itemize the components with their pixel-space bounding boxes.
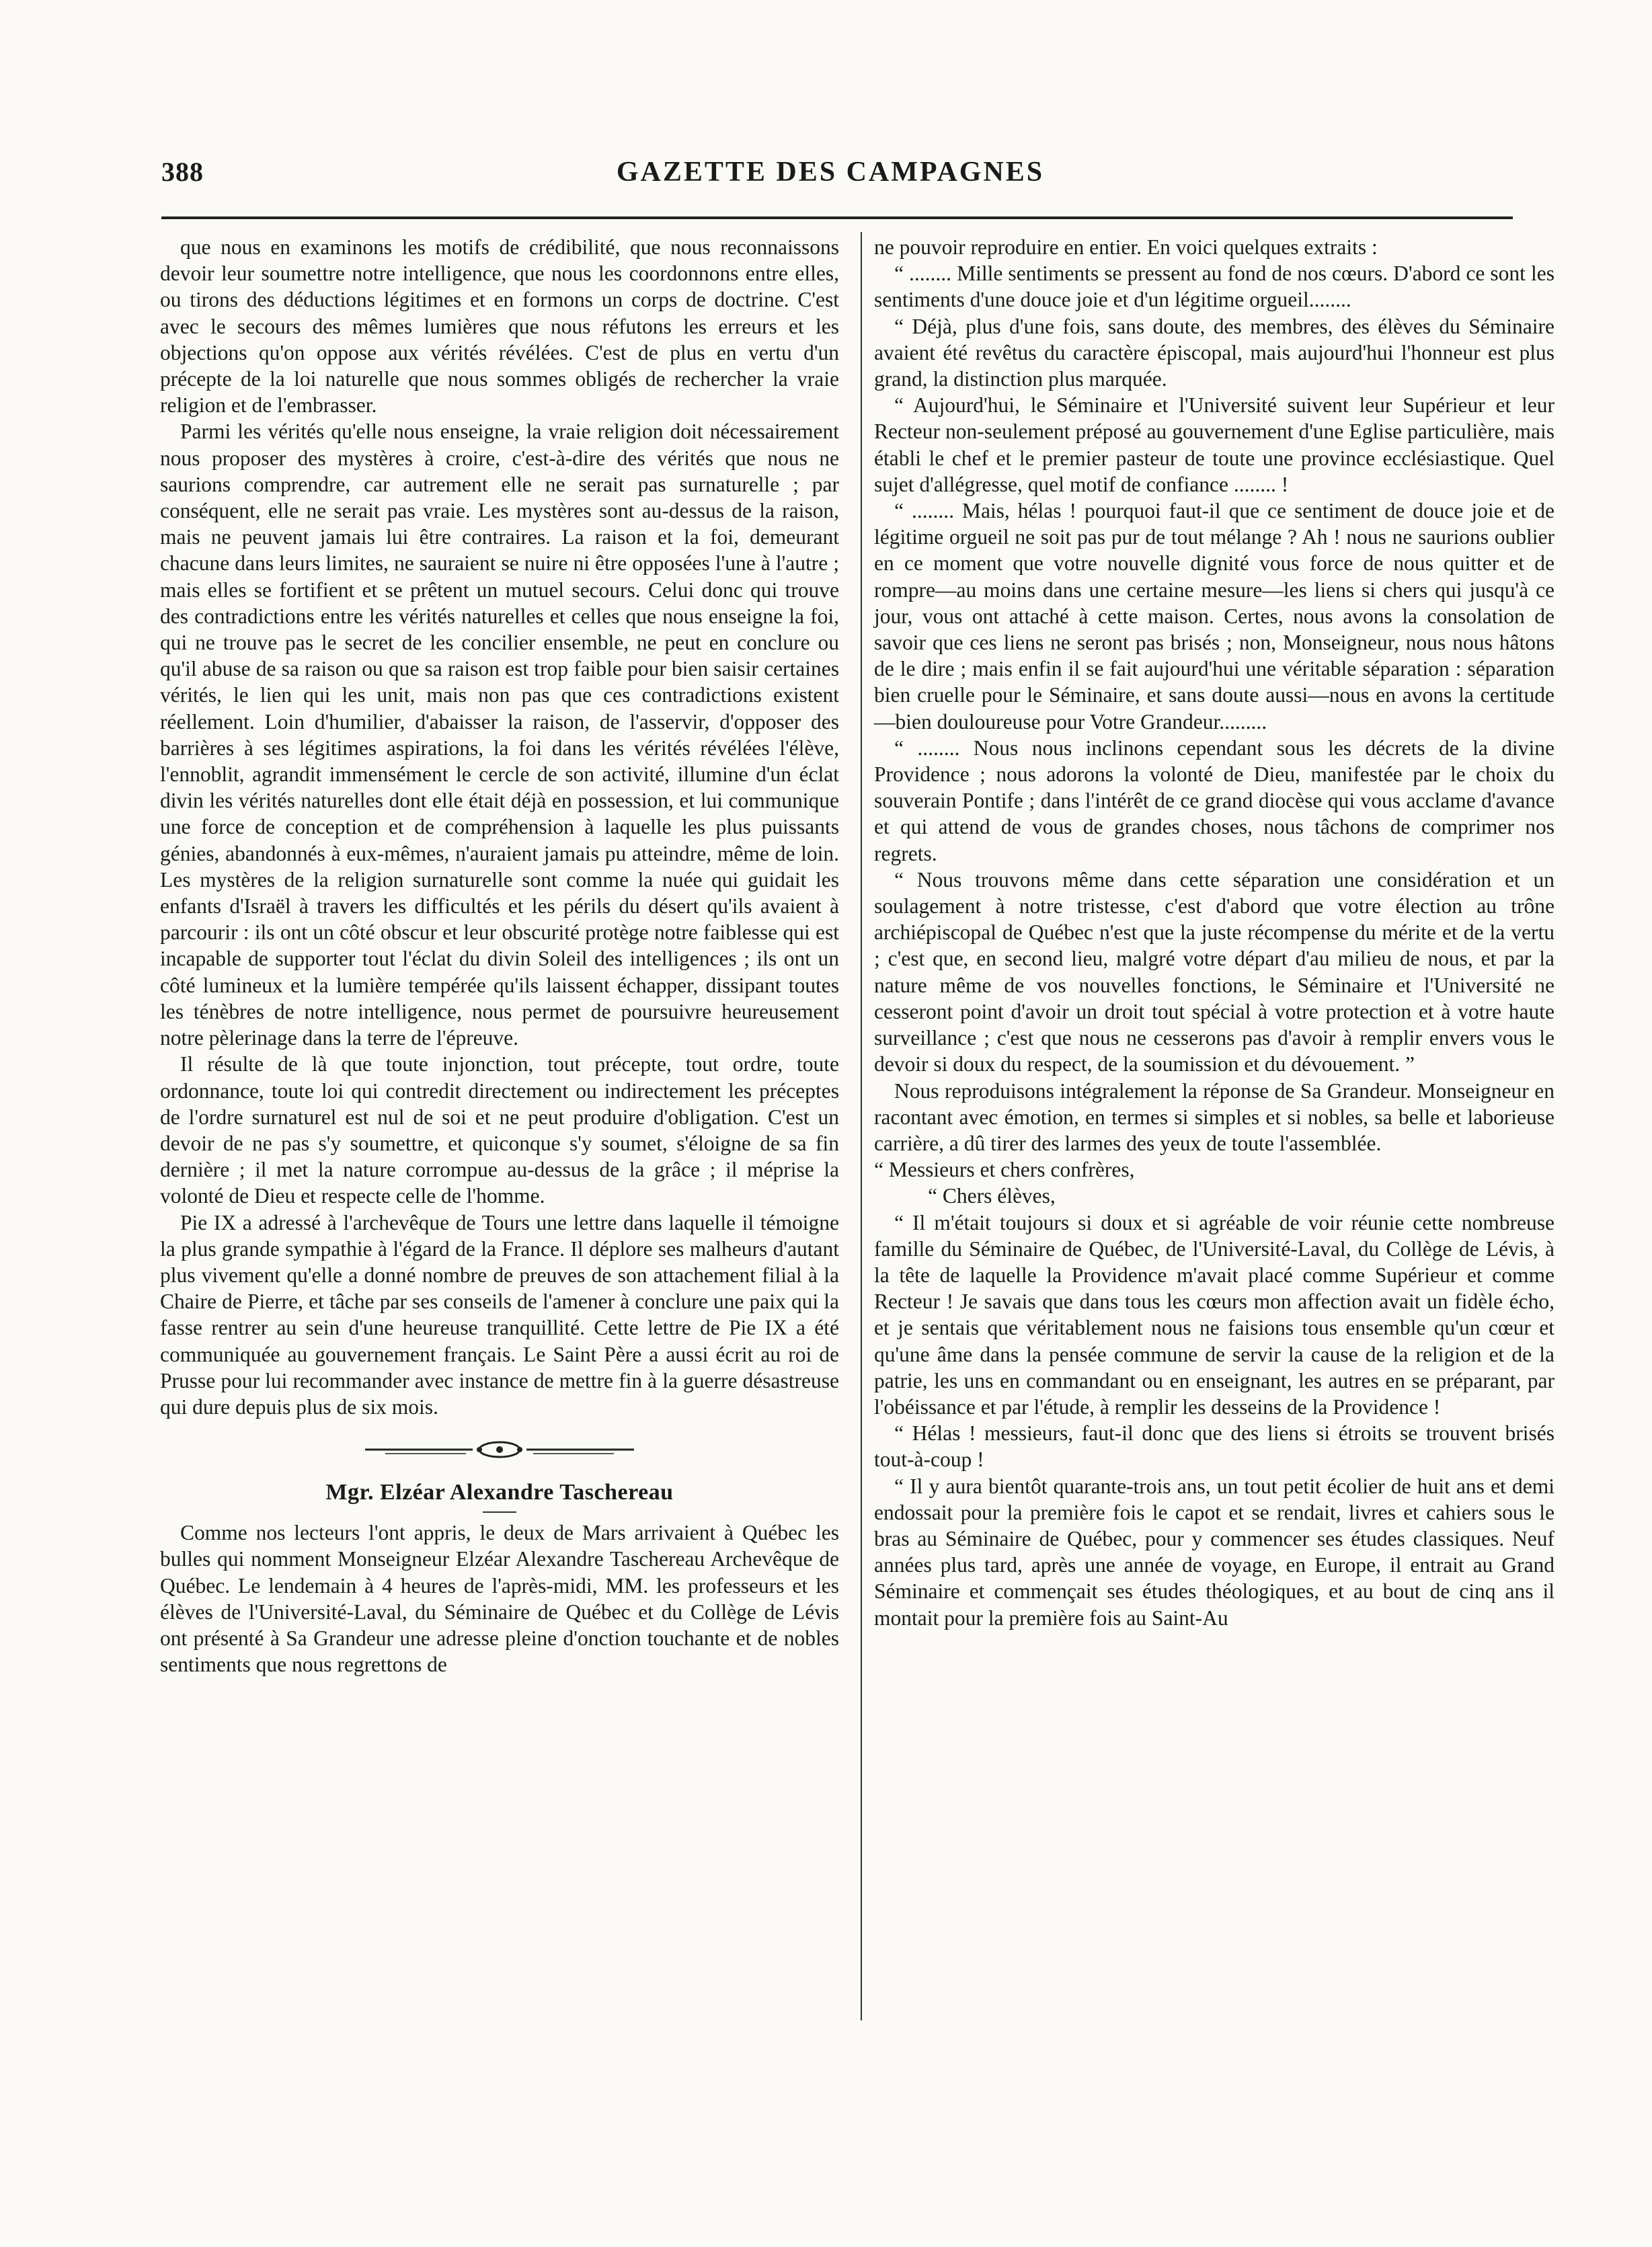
page-header bbox=[161, 156, 1499, 196]
paragraph: “ Hélas ! messieurs, faut-il donc que des liens si étroits se trouvent brisés tout-à-coup ! bbox=[874, 1421, 1555, 1472]
heading-rule bbox=[483, 1511, 516, 1513]
paragraph: ne pouvoir reproduire en entier. En voici quelques extraits : bbox=[874, 235, 1378, 259]
paragraph: “ Il y aura bientôt quarante-trois ans, un tout petit écolier de huit ans et demi endossait pour la première fois le capot et se rendait, livres et cahiers sous le bras au Séminaire de Québec, pour y commencer ses études classiques. Neuf années plus tard, après une année de voyage, en Europe, il entrait au Grand Séminaire et commençait ses études théologiques, et au bout de cinq ans il montait pour la première fois au Saint-Au bbox=[874, 1474, 1555, 1630]
right-paragraphs bbox=[874, 234, 1555, 1631]
paragraph: “ ........ Nous nous inclinons cependant sous les décrets de la divine Providence ; nous adorons la volonté de Dieu, manifestée par le choix du souverain Pontife ; dans l'intérêt de ce grand diocèse qui vous acclame d'avance et qui attend de vous de grandes choses, nous tâchons de comprimer nos regrets. bbox=[874, 736, 1555, 865]
paragraph: “ Messieurs et chers confrères, bbox=[874, 1158, 1135, 1182]
paragraph: “ Déjà, plus d'une fois, sans doute, des membres, des élèves du Séminaire avaient été revêtus du caractère épiscopal, mais aujourd'hui l'honneur est plus grand, la distinction plus marquée. bbox=[874, 314, 1555, 391]
right-column bbox=[874, 234, 1555, 1631]
paragraph: “ ........ Mille sentiments se pressent au fond de nos cœurs. D'abord ce sont les sentiments d'une douce joie et d'un légitime orgueil........ bbox=[874, 262, 1555, 312]
section-heading: Mgr. Elzéar Alexandre Taschereau bbox=[325, 1480, 674, 1505]
left-column bbox=[160, 234, 839, 1678]
ornament-graphic bbox=[358, 1436, 641, 1463]
left-paragraphs-after bbox=[160, 1520, 839, 1678]
header-rule bbox=[161, 216, 1513, 219]
paragraph: Comme nos lecteurs l'ont appris, le deux de Mars arrivaient à Québec les bulles qui nomment Monseigneur Elzéar Alexandre Taschereau Archevêque de Québec. Le lendemain à 4 heures de l'après-midi, MM. les professeurs et les élèves de l'Université-Laval, du Séminaire de Québec et du Collège de Lévis ont présenté à Sa Grandeur une adresse pleine d'onction touchante et de nobles sentiments que nous regrettons de bbox=[160, 1521, 839, 1677]
paragraph: “ Nous trouvons même dans cette séparation une considération et un soulagement à notre tristesse, c'est d'abord que votre élection au trône archiépiscopal de Québec n'est que la juste récompense du mérite et de la vertu ; c'est que, en second lieu, malgré votre départ d'au milieu de nous, et par la nature même de vos nouvelles fonctions, le Séminaire et l'Université ne cesseront point d'avoir un droit tout spécial à votre protection et à votre haute surveillance ; c'est que nous ne cesserons pas d'avoir à remplir envers vous le devoir si doux du respect, de la soumission et du dévouement. ” bbox=[874, 867, 1555, 1076]
paragraph: Nous reproduisons intégralement la réponse de Sa Grandeur. Monseigneur en racontant avec émotion, en termes si simples et si nobles, sa belle et laborieuse carrière, a dû tirer des larmes des yeux de toute l'assemblée. bbox=[874, 1078, 1555, 1155]
column-divider bbox=[861, 232, 862, 2020]
paragraph: que nous en examinons les motifs de crédibilité, que nous reconnaissons devoir leur soumettre notre intelligence, que nous les coordonnons entre elles, ou tirons des déductions légitimes et en formons un corps de doctrine. C'est avec le secours des mêmes lumières que nous réfutons les erreurs et les objections qu'on oppose aux vérités révélées. C'est de plus en vertu d'un précepte de la loi naturelle que nous sommes obligés de rechercher la vraie religion et de l'embrasser. bbox=[160, 235, 839, 418]
decorative-divider-ornament bbox=[358, 1436, 641, 1463]
paragraph: Il résulte de là que toute injonction, tout précepte, tout ordre, toute ordonnance, toute loi qui contredit directement ou indirectement les préceptes de l'ordre surnaturel est nul de soi et ne peut produire d'obligation. C'est un devoir de ne pas s'y soumettre, et quiconque s'y soumet, s'éloigne de sa fin dernière ; il met la nature corrompue au-dessus de la grâce ; il méprise la volonté de Dieu et respecte celle de l'homme. bbox=[160, 1052, 839, 1208]
paragraph: “ Il m'était toujours si doux et si agréable de voir réunie cette nombreuse famille du Séminaire de Québec, de l'Université-Laval, du Collège de Lévis, à la tête de laquelle la Providence m'avait placé comme Supérieur et comme Recteur ! Je savais que dans tous les cœurs mon affection avait un fidèle écho, et je sentais que véritablement nous ne faisions tous ensemble qu'un cœur et qu'une âme dans la pensée commune de servir la cause de la religion et de la patrie, les uns en commandant ou en enseignant, les autres en se préparant, par l'obéissance et par l'étude, à remplir les desseins de la Providence ! bbox=[874, 1210, 1555, 1419]
page-number: 388 bbox=[161, 157, 204, 187]
paragraph: “ ........ Mais, hélas ! pourquoi faut-il que ce sentiment de douce joie et de légitime orgueil ne soit pas pur de tout mélange ? Ah ! nous ne saurions oublier en ce moment que votre nouvelle dignité vous force de nous quitter et de rompre—au moins dans une certaine mesure—les liens si chers qui jusqu'à ce jour, vous ont attaché à cette maison. Certes, nous avons la consolation de savoir que ces liens ne seront pas brisés ; non, Monseigneur, nous nous hâtons de le dire ; mais enfin il se fait aujourd'hui une véritable séparation : séparation bien cruelle pour le Séminaire, et sans doute aussi—nous en avons la certitude—bien douloureuse pour Votre Grandeur......... bbox=[874, 499, 1555, 734]
paragraph: “ Chers élèves, bbox=[928, 1184, 1056, 1208]
paragraph: “ Aujourd'hui, le Séminaire et l'Université suivent leur Supérieur et leur Recteur non-seulement préposé au gouvernement d'une Eglise particulière, mais établi le chef et le premier pasteur de toute une province ecclésiastique. Quel sujet d'allégresse, quel motif de confiance ........ ! bbox=[874, 393, 1555, 496]
left-paragraphs-before bbox=[160, 234, 839, 1420]
running-title: GAZETTE DES CAMPAGNES bbox=[616, 157, 1045, 188]
paragraph: Pie IX a adressé à l'archevêque de Tours une lettre dans laquelle il témoigne la plus grande sympathie à l'égard de la France. Il déplore ses malheurs d'autant plus vivement qu'elle a donné nombre de preuves de son attachement filial à la Chaire de Pierre, et tâche par ses conseils de l'amener à conclure une paix qui la fasse rentrer au sein d'une heureuse tranquillité. Cette lettre de Pie IX a été communiquée au gouvernement français. Le Saint Père a aussi écrit au roi de Prusse pour lui recommander avec instance de mettre fin à la guerre désastreuse qui dure depuis plus de six mois. bbox=[160, 1210, 839, 1419]
paragraph: Parmi les vérités qu'elle nous enseigne, la vraie religion doit nécessairement nous proposer des mystères à croire, c'est-à-dire des vérités que nous ne saurions comprendre, car autrement elle ne serait pas surnaturelle ; par conséquent, elle ne serait pas vraie. Les mystères sont au-dessus de la raison, mais ne peuvent jamais lui être contraires. La raison et la foi, demeurant chacune dans leurs limites, ne sauraient se nuire ni être opposées l'une à l'autre ; mais elles se fortifient et se prêtent un mutuel secours. Celui donc qui trouve des contradictions entre les vérités naturelles et celles que nous enseigne la foi, qui ne trouve pas le secret de les concilier ensemble, ne peut en conclure ou qu'il abuse de sa raison ou que sa raison est trop faible pour bien saisir certaines vérités, le lien qui les unit, mais non pas que ces contradictions existent réellement. Loin d'humilier, d'abaisser la raison, de l'asservir, d'opposer des barrières à ses légitimes aspirations, la foi dans les vérités révélées l'élève, l'ennoblit, agrandit immensément le cercle de son activité, illumine d'un éclat divin les vérités naturelles dont elle était déjà en possession, et lui communique une force de conception et de compréhension à laquelle les plus puissants génies, abandonnés à eux-mêmes, n'auraient jamais pu atteindre, même de loin. Les mystères de la religion surnaturelle sont comme la nuée qui guidait les enfants d'Israël à travers les difficultés et les périls du désert qu'ils avaient à parcourir : ils ont un côté obscur et leur obscurité protège notre faiblesse qui est incapable de supporter tout l'éclat du divin Soleil des intelligences ; ils ont un côté lumineux et la lumière tempérée qu'ils laissent échapper, dissipant toutes les ténèbres de notre intelligence, nous permet de poursuivre heureusement notre pèlerinage dans la terre de l'épreuve. bbox=[160, 420, 839, 1050]
